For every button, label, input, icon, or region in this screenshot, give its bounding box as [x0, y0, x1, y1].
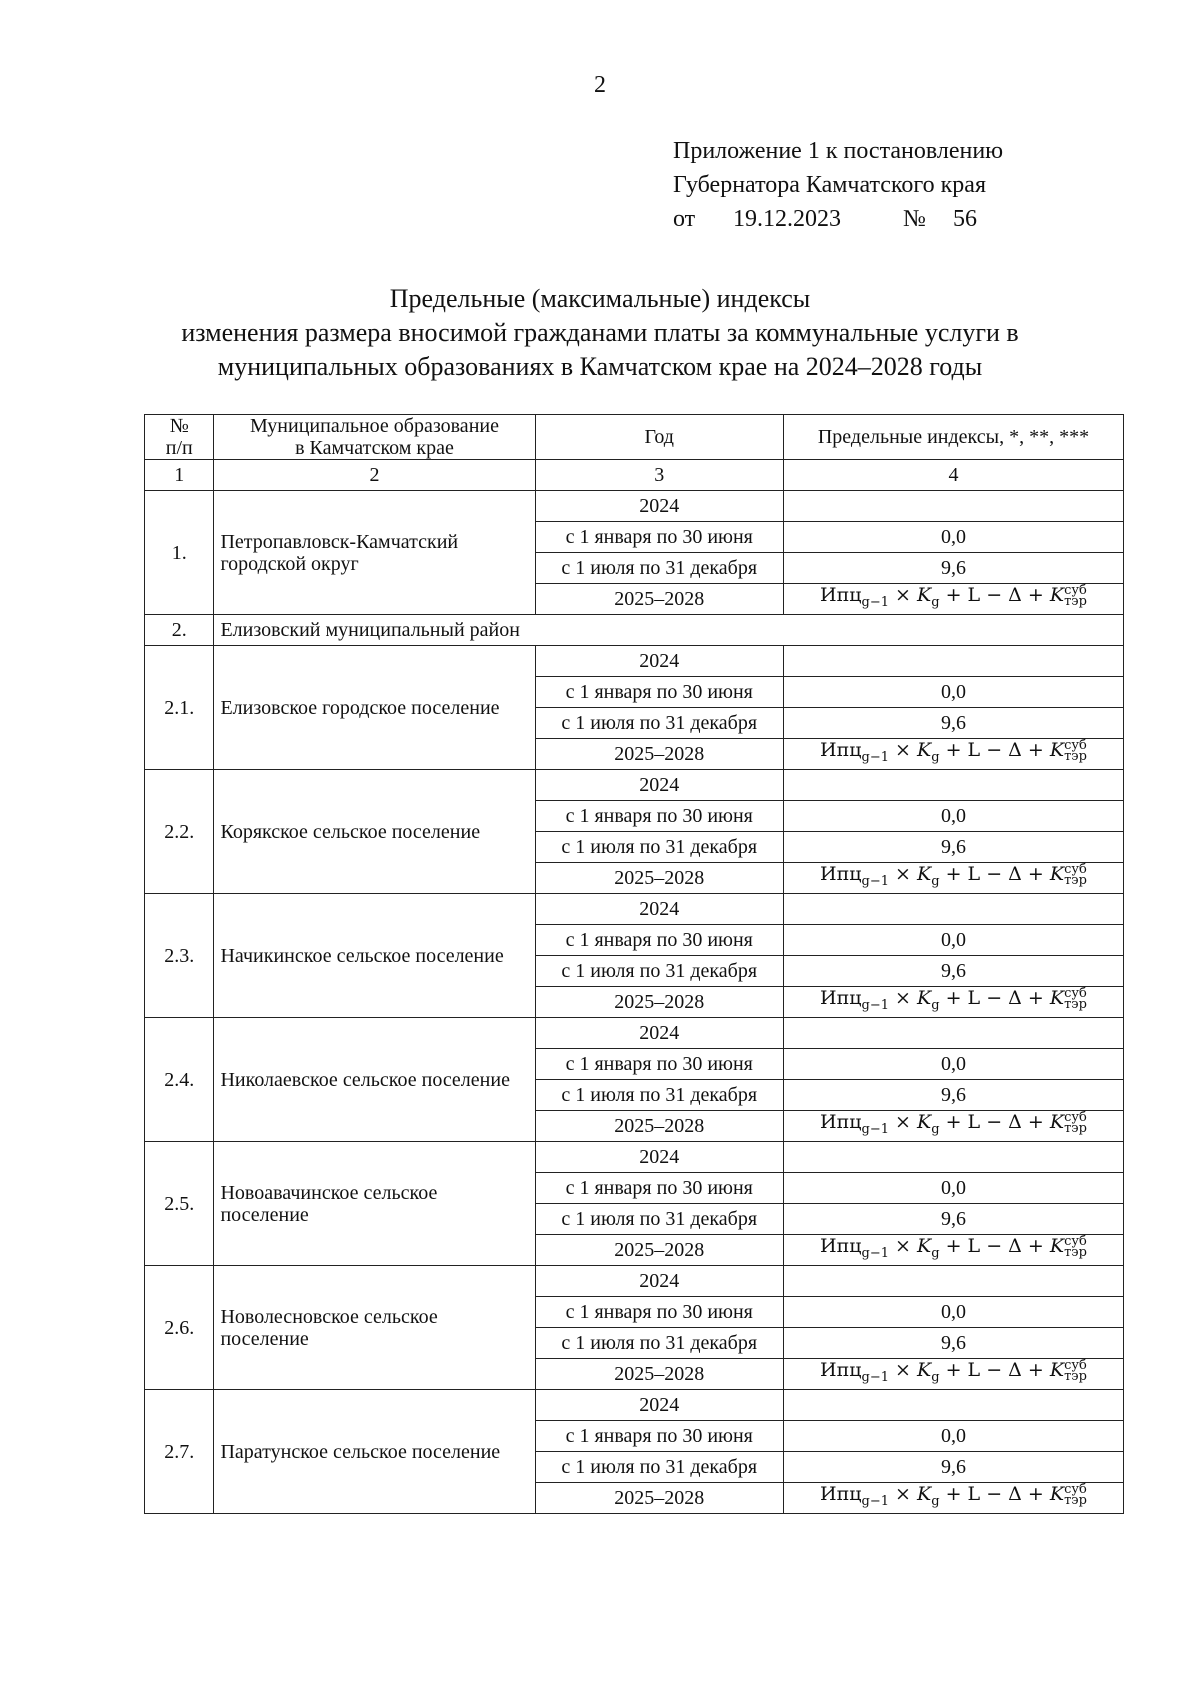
- formula-k-sub: g: [931, 997, 940, 1013]
- period-cell: с 1 января по 30 июня: [535, 801, 783, 832]
- formula-times: ×: [895, 584, 911, 607]
- formula-rest: + L − Δ +: [945, 584, 1044, 607]
- year-cell: 2024: [535, 894, 783, 925]
- title-line-3: муниципальных образованиях в Камчатском крае на 2024–2028 годы: [217, 352, 983, 381]
- formula-times: ×: [895, 1111, 911, 1134]
- formula-kter: K: [1049, 739, 1065, 762]
- formula-kter-sub: тэр: [1064, 1121, 1087, 1137]
- formula-kter-sub: тэр: [1064, 749, 1087, 765]
- empty-cell: [783, 1142, 1123, 1173]
- period-cell: с 1 июля по 31 декабря: [535, 1080, 783, 1111]
- entity-num: 2.5.: [145, 1142, 214, 1266]
- formula-kter-sup: суб: [1064, 583, 1087, 599]
- appendix-date-line: [673, 202, 1003, 236]
- formula-k: K: [917, 1483, 932, 1506]
- formula-base-sub: g−1: [861, 997, 889, 1013]
- table-row: [145, 646, 1124, 677]
- formula-kter: K: [1049, 1483, 1065, 1506]
- empty-cell: [783, 770, 1123, 801]
- value-cell: 0,0: [783, 925, 1123, 956]
- district-num: 2.: [145, 615, 214, 646]
- date-label: от: [673, 206, 696, 232]
- value-cell: 0,0: [783, 677, 1123, 708]
- formula-cell: [783, 584, 1123, 615]
- formula-kter: K: [1049, 1111, 1065, 1134]
- formula-kter-sub: тэр: [1064, 1245, 1087, 1261]
- table-row: [145, 491, 1124, 522]
- district-name: Елизовский муниципальный район: [214, 615, 1124, 646]
- entity-num: 2.1.: [145, 646, 214, 770]
- appendix-line-1: Приложение 1 к постановлению: [673, 138, 1004, 164]
- period-cell: с 1 июля по 31 декабря: [535, 956, 783, 987]
- formula-k: K: [917, 1235, 932, 1258]
- year-cell: 2024: [535, 1266, 783, 1297]
- value-cell: 0,0: [783, 522, 1123, 553]
- formula-rest: + L − Δ +: [945, 987, 1044, 1010]
- formula-rest: + L − Δ +: [945, 1483, 1044, 1506]
- header-cell: Муниципальное образование в Камчатском крае: [214, 415, 535, 460]
- range-cell: 2025–2028: [535, 1235, 783, 1266]
- formula-k-sub: g: [931, 1121, 940, 1137]
- title-line-1: Предельные (максимальные) индексы: [389, 284, 811, 313]
- formula-kter-sup: суб: [1064, 986, 1087, 1002]
- entity-name: Новолесновское сельское поселение: [214, 1266, 535, 1390]
- formula-k-sub: g: [931, 1493, 940, 1509]
- formula-times: ×: [895, 1483, 911, 1506]
- formula-times: ×: [895, 1235, 911, 1258]
- formula-kter-sup: суб: [1064, 1110, 1087, 1126]
- formula-kter-sup: суб: [1064, 1482, 1087, 1498]
- value-cell: 0,0: [783, 801, 1123, 832]
- value-cell: 0,0: [783, 1173, 1123, 1204]
- value-cell: 0,0: [783, 1297, 1123, 1328]
- entity-name: Начикинское сельское поселение: [214, 894, 535, 1018]
- year-cell: 2024: [535, 1142, 783, 1173]
- period-cell: с 1 января по 30 июня: [535, 1297, 783, 1328]
- formula-base: Ипц: [820, 1235, 862, 1258]
- formula-rest: + L − Δ +: [945, 1359, 1044, 1382]
- formula-cell: [783, 987, 1123, 1018]
- formula-cell: [783, 1235, 1123, 1266]
- value-cell: 9,6: [783, 1204, 1123, 1235]
- table-row: [145, 1142, 1124, 1173]
- empty-cell: [783, 1390, 1123, 1421]
- formula-kter-sup: суб: [1064, 738, 1087, 754]
- range-cell: 2025–2028: [535, 1359, 783, 1390]
- table-header-row: [145, 415, 1124, 460]
- formula-base-sub: g−1: [861, 594, 889, 610]
- period-cell: с 1 января по 30 июня: [535, 1049, 783, 1080]
- formula-k-sub: g: [931, 594, 940, 610]
- district-row: [145, 615, 1124, 646]
- formula-k-sub: g: [931, 1245, 940, 1261]
- table-row: [145, 1266, 1124, 1297]
- entity-name: Елизовское городское поселение: [214, 646, 535, 770]
- value-cell: 9,6: [783, 708, 1123, 739]
- formula-times: ×: [895, 1359, 911, 1382]
- formula-base-sub: g−1: [861, 1369, 889, 1385]
- header-cell: Предельные индексы, *, **, ***: [783, 415, 1123, 460]
- appendix-line-2: Губернатора Камчатского края: [673, 172, 986, 198]
- entity-num: 2.4.: [145, 1018, 214, 1142]
- entity-name: Корякское сельское поселение: [214, 770, 535, 894]
- entity-name: Паратунское сельское поселение: [214, 1390, 535, 1514]
- formula-k: K: [917, 584, 932, 607]
- formula-kter-sub: тэр: [1064, 1369, 1087, 1385]
- formula-base-sub: g−1: [861, 873, 889, 889]
- formula-cell: [783, 1359, 1123, 1390]
- formula-kter-sub: тэр: [1064, 1493, 1087, 1509]
- formula-kter: K: [1049, 584, 1065, 607]
- range-cell: 2025–2028: [535, 863, 783, 894]
- period-cell: с 1 января по 30 июня: [535, 1421, 783, 1452]
- year-cell: 2024: [535, 1390, 783, 1421]
- period-cell: с 1 января по 30 июня: [535, 925, 783, 956]
- formula-base: Ипц: [820, 1359, 862, 1382]
- formula-rest: + L − Δ +: [945, 1235, 1044, 1258]
- entity-num: 1.: [145, 491, 214, 615]
- empty-cell: [783, 491, 1123, 522]
- empty-cell: [783, 1266, 1123, 1297]
- entity-num: 2.2.: [145, 770, 214, 894]
- year-cell: 2024: [535, 770, 783, 801]
- table-row: [145, 1390, 1124, 1421]
- entity-num: 2.6.: [145, 1266, 214, 1390]
- formula-kter-sup: суб: [1064, 1234, 1087, 1250]
- formula-kter: K: [1049, 987, 1065, 1010]
- period-cell: с 1 июля по 31 декабря: [535, 708, 783, 739]
- number-value: 56: [953, 206, 977, 232]
- formula-rest: + L − Δ +: [945, 739, 1044, 762]
- table-row: [145, 894, 1124, 925]
- formula-rest: + L − Δ +: [945, 863, 1044, 886]
- formula-base-sub: g−1: [861, 1245, 889, 1261]
- formula-base: Ипц: [820, 1111, 862, 1134]
- period-cell: с 1 июля по 31 декабря: [535, 832, 783, 863]
- formula-k: K: [917, 863, 932, 886]
- formula-k: K: [917, 987, 932, 1010]
- value-cell: 9,6: [783, 1080, 1123, 1111]
- range-cell: 2025–2028: [535, 987, 783, 1018]
- value-cell: 9,6: [783, 1328, 1123, 1359]
- formula-kter-sup: суб: [1064, 862, 1087, 878]
- header-cell: Год: [535, 415, 783, 460]
- formula-base: Ипц: [820, 739, 862, 762]
- formula-kter-sub: тэр: [1064, 873, 1087, 889]
- formula-cell: [783, 739, 1123, 770]
- entity-num: 2.7.: [145, 1390, 214, 1514]
- value-cell: 0,0: [783, 1049, 1123, 1080]
- period-cell: с 1 января по 30 июня: [535, 1173, 783, 1204]
- column-number-cell: 2: [214, 460, 535, 491]
- formula-times: ×: [895, 863, 911, 886]
- formula-kter: K: [1049, 863, 1065, 886]
- entity-num: 2.3.: [145, 894, 214, 1018]
- period-cell: с 1 января по 30 июня: [535, 522, 783, 553]
- formula-base: Ипц: [820, 1483, 862, 1506]
- value-cell: 9,6: [783, 832, 1123, 863]
- period-cell: с 1 июля по 31 декабря: [535, 1452, 783, 1483]
- entity-name: Новоавачинское сельское поселение: [214, 1142, 535, 1266]
- entity-name: Петропавловск-Камчатский городской округ: [214, 491, 535, 615]
- period-cell: с 1 июля по 31 декабря: [535, 553, 783, 584]
- table-row: [145, 770, 1124, 801]
- year-cell: 2024: [535, 1018, 783, 1049]
- header-cell: № п/п: [145, 415, 214, 460]
- formula-rest: + L − Δ +: [945, 1111, 1044, 1134]
- value-cell: 9,6: [783, 956, 1123, 987]
- formula-cell: [783, 1483, 1123, 1514]
- title-line-2: изменения размера вносимой гражданами платы за коммунальные услуги в: [181, 318, 1019, 347]
- period-cell: с 1 июля по 31 декабря: [535, 1328, 783, 1359]
- formula-base-sub: g−1: [861, 1121, 889, 1137]
- formula-base-sub: g−1: [861, 749, 889, 765]
- formula-k: K: [917, 1111, 932, 1134]
- range-cell: 2025–2028: [535, 584, 783, 615]
- entity-name: Николаевское сельское поселение: [214, 1018, 535, 1142]
- period-cell: с 1 января по 30 июня: [535, 677, 783, 708]
- formula-kter-sup: суб: [1064, 1358, 1087, 1374]
- formula-times: ×: [895, 987, 911, 1010]
- value-cell: 9,6: [783, 1452, 1123, 1483]
- date-value: 19.12.2023: [733, 206, 841, 232]
- period-cell: с 1 июля по 31 декабря: [535, 1204, 783, 1235]
- empty-cell: [783, 646, 1123, 677]
- column-number-row: [145, 460, 1124, 491]
- formula-base: Ипц: [820, 584, 862, 607]
- value-cell: 9,6: [783, 553, 1123, 584]
- indices-table: [144, 414, 1124, 1514]
- formula-cell: [783, 1111, 1123, 1142]
- formula-cell: [783, 863, 1123, 894]
- range-cell: 2025–2028: [535, 1483, 783, 1514]
- number-label: №: [903, 206, 926, 232]
- year-cell: 2024: [535, 646, 783, 677]
- formula-base: Ипц: [820, 863, 862, 886]
- column-number-cell: 3: [535, 460, 783, 491]
- year-cell: 2024: [535, 491, 783, 522]
- range-cell: 2025–2028: [535, 1111, 783, 1142]
- formula-k-sub: g: [931, 749, 940, 765]
- formula-base-sub: g−1: [861, 1493, 889, 1509]
- document-title: [0, 282, 1200, 384]
- formula-k-sub: g: [931, 1369, 940, 1385]
- value-cell: 0,0: [783, 1421, 1123, 1452]
- formula-kter-sub: тэр: [1064, 997, 1087, 1013]
- formula-k: K: [917, 1359, 932, 1382]
- empty-cell: [783, 894, 1123, 925]
- formula-kter-sub: тэр: [1064, 594, 1087, 610]
- formula-kter: K: [1049, 1235, 1065, 1258]
- range-cell: 2025–2028: [535, 739, 783, 770]
- table-row: [145, 1018, 1124, 1049]
- column-number-cell: 4: [783, 460, 1123, 491]
- appendix-block: [673, 134, 1003, 236]
- formula-kter: K: [1049, 1359, 1065, 1382]
- formula-k-sub: g: [931, 873, 940, 889]
- column-number-cell: 1: [145, 460, 214, 491]
- formula-k: K: [917, 739, 932, 762]
- page-number: 2: [594, 72, 606, 98]
- formula-times: ×: [895, 739, 911, 762]
- empty-cell: [783, 1018, 1123, 1049]
- formula-base: Ипц: [820, 987, 862, 1010]
